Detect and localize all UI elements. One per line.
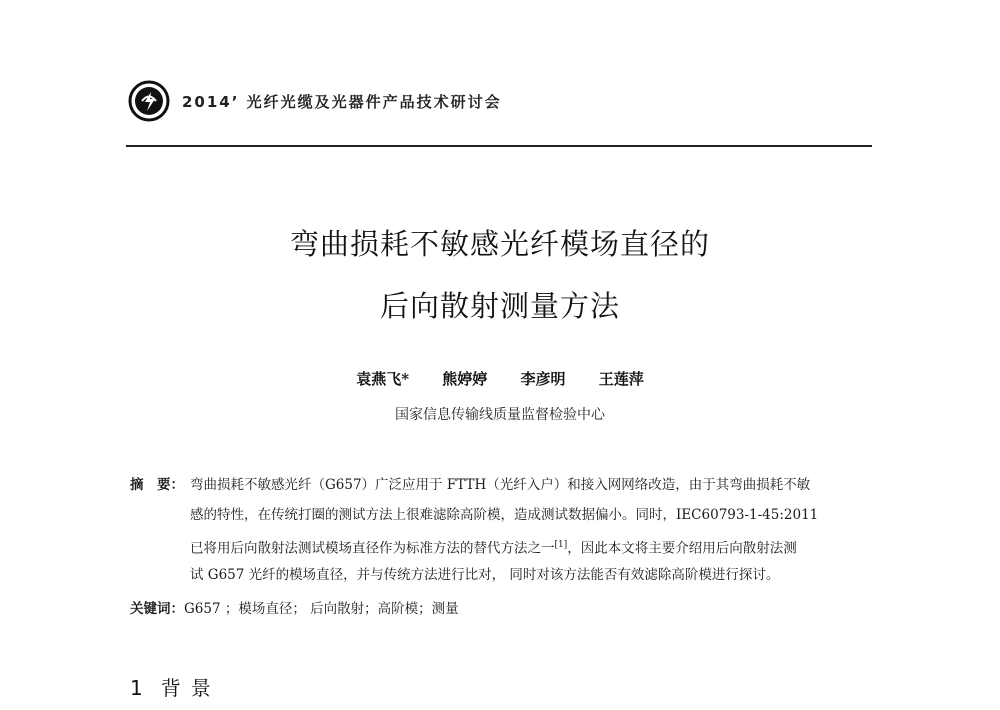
section-heading (130, 672, 221, 701)
section-number: 1 (130, 676, 143, 700)
keywords-text: G657 ；模场直径； 后向散射；高阶模；测量 (184, 601, 459, 617)
conference-logo-icon (128, 80, 170, 122)
header-rule (126, 145, 872, 147)
author-list (0, 368, 1000, 389)
conference-name: 2014’ 光纤光缆及光器件产品技术研讨会 (182, 92, 502, 111)
citation-ref[interactable]: [1] (554, 540, 568, 550)
abstract-line-text: ，因此本文将主要介绍用后向散射法测 (567, 540, 797, 557)
abstract-line: 弯曲损耗不敏感光纤（G657）广泛应用于 FTTH（光纤入户）和接入网网络改造，由于其弯曲损耗不敏 (190, 477, 811, 493)
affiliation: 国家信息传输线质量监督检验中心 (395, 407, 605, 423)
keywords (130, 597, 875, 617)
paper-title-line-1: 弯曲损耗不敏感光纤模场直径的 (289, 227, 710, 261)
abstract-label: 摘 要： (130, 477, 184, 493)
author-name: 熊婷婷 (442, 370, 488, 388)
abstract (130, 470, 875, 590)
abstract-body (190, 470, 875, 590)
conference-header (128, 80, 502, 122)
paper-title-line-2: 后向散射测量方法 (379, 289, 620, 323)
author-name: 袁燕飞* (356, 370, 410, 388)
section-title: 背景 (160, 676, 221, 700)
author-name: 李彦明 (520, 370, 566, 388)
abstract-line-text: 已将用后向散射法测试模场直径作为标准方法的替代方法之一 (190, 540, 555, 557)
abstract-line: 试 G657 光纤的模场直径，并与传统方法进行比对， 同时对该方法能否有效滤除高阶模进行探讨。 (190, 567, 780, 583)
abstract-line (190, 530, 875, 560)
author-name: 王莲萍 (598, 370, 644, 388)
abstract-line: 感的特性，在传统打圈的测试方法上很难滤除高阶模，造成测试数据偏小。同时，IEC60793-1-45:2011 (190, 507, 819, 523)
keywords-label: 关键词： (130, 601, 184, 617)
